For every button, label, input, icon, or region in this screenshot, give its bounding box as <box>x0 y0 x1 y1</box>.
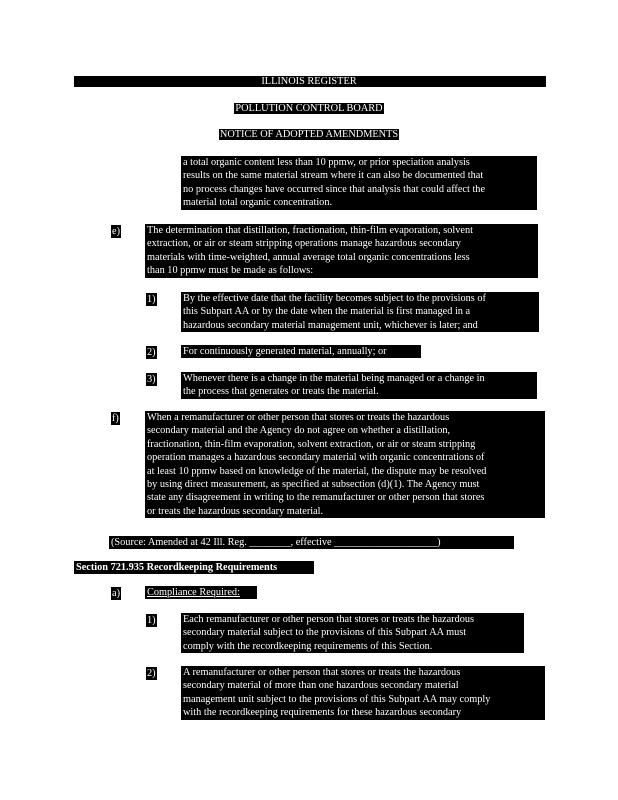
continuation-line: a total organic content less than 10 ppmw, or prior speciation analysis <box>183 157 470 168</box>
continuation-line: material total organic concentration. <box>183 197 333 209</box>
item-f-line: at least 10 ppmw based on knowledge of the material, the dispute may be resolved <box>147 465 487 477</box>
item-e3-line: Whenever there is a change in the material being managed or a change in <box>183 373 485 384</box>
item-f-line: by using direct measurement, as specified at subsection (d)(1). The Agency must <box>147 479 480 491</box>
item-e1-line: this Subpart AA or by the date when the material is first managed in a <box>183 306 471 318</box>
section-a-label: a) <box>112 588 120 599</box>
item-e1-line: By the effective date that the facility becomes subject to the provisions of <box>183 293 486 304</box>
section-a2-paragraph <box>181 666 545 720</box>
item-e2-line: For continuously generated material, annually; or <box>183 346 387 357</box>
item-f-line: When a remanufacturer or other person that stores or treats the hazardous <box>147 412 450 423</box>
board-title-wrap <box>0 102 618 115</box>
section-a2-label: 2) <box>147 668 156 679</box>
item-f-line: operation manages a hazardous secondary material with organic concentrations of <box>147 452 485 464</box>
notice-title-wrap <box>0 128 618 141</box>
source-line: (Source: Amended at 42 Ill. Reg. ________, effective ____________________) <box>111 537 441 548</box>
item-f-paragraph <box>145 411 545 518</box>
item-e-line: extraction, or air or steam stripping operations manage hazardous secondary <box>147 238 461 250</box>
section-a-heading <box>145 586 257 599</box>
section-a-text: Compliance Required: <box>147 587 240 598</box>
item-f-line: state any disagreement in writing to the remanufacturer or other person that stores <box>147 492 485 504</box>
section-a2-line: management unit subject to the provisions of this Subpart AA may comply <box>183 693 491 705</box>
section-title: Section 721.935 Recordkeeping Requirements <box>76 562 278 573</box>
item-e2-paragraph <box>181 345 421 358</box>
item-e3-line: the process that generates or treats the material. <box>183 386 379 398</box>
item-e-label: e) <box>112 226 120 237</box>
continuation-line: no process changes have occurred since that analysis that could affect the <box>183 183 486 195</box>
continuation-line: results on the same material stream where it can also be documented that <box>183 170 484 182</box>
item-e-line: materials with time-weighted, annual average total organic concentrations less <box>147 251 470 263</box>
item-f-line: fractionation, thin-film evaporation, solvent extraction, or air or steam stripping <box>147 438 476 450</box>
source-note <box>109 536 514 549</box>
section-a1-line: comply with the recordkeeping requirements of this Section. <box>183 640 433 652</box>
section-a2-line: secondary material of more than one hazardous secondary material <box>183 680 459 692</box>
board-title: POLLUTION CONTROL BOARD <box>235 103 383 114</box>
item-e3-paragraph <box>181 372 537 399</box>
item-f-line: secondary material and the Agency do not agree on whether a distillation, <box>147 425 451 437</box>
item-e1-label: 1) <box>147 294 156 305</box>
item-e1-paragraph <box>181 292 539 332</box>
item-e-line: The determination that distillation, fractionation, thin-film evaporation, solvent <box>147 225 473 236</box>
section-a1-line: secondary material subject to the provisions of this Subpart AA must <box>183 627 467 639</box>
item-e-line: than 10 ppmw must be made as follows: <box>147 265 314 277</box>
item-e1-line: hazardous secondary material management unit, whichever is later; and <box>183 319 478 331</box>
section-a2-line: A remanufacturer or other person that stores or treats the hazardous <box>183 667 461 678</box>
section-a2-line: with the recordkeeping requirements for these hazardous secondary <box>183 707 462 719</box>
notice-title: NOTICE OF ADOPTED AMENDMENTS <box>219 129 399 140</box>
section-heading <box>74 561 314 574</box>
continuation-paragraph <box>181 156 537 210</box>
section-a1-line: Each remanufacturer or other person that stores or treats the hazardous <box>183 614 475 625</box>
register-title: ILLINOIS REGISTER <box>261 76 357 87</box>
item-e-paragraph <box>145 224 538 278</box>
section-a1-paragraph <box>181 613 524 653</box>
item-e3-label: 3) <box>147 374 156 385</box>
item-e2-label: 2) <box>147 347 156 358</box>
item-f-line: or treats the hazardous secondary material. <box>147 505 324 517</box>
item-f-label: f) <box>112 413 119 424</box>
section-a1-label: 1) <box>147 615 156 626</box>
